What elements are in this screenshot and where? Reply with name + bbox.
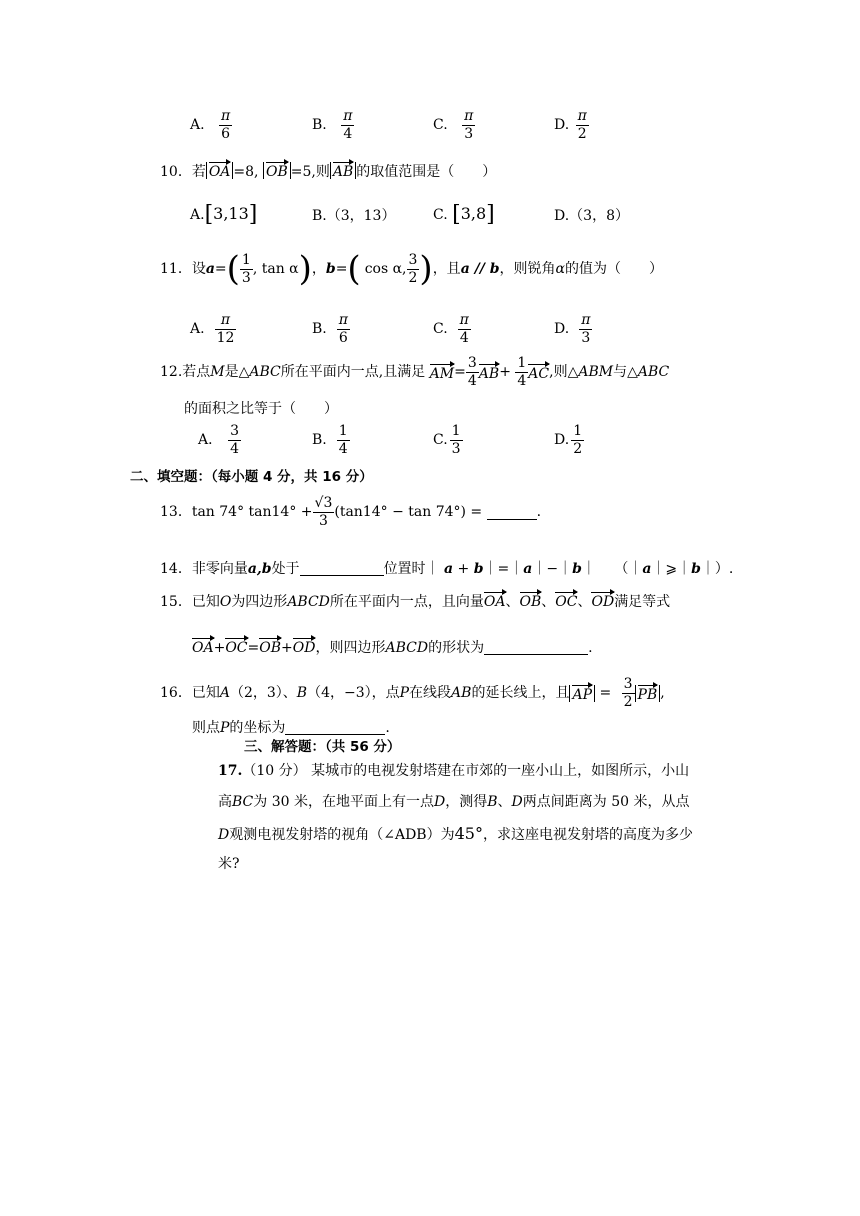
q11-frac-three-halves: $\frac{3}{2}$ bbox=[408, 251, 418, 286]
q9-option-d: D. $\frac{\pi}{2}$ bbox=[554, 108, 587, 142]
q9-frac-c: $\frac{\pi}{3}$ bbox=[464, 108, 474, 142]
q17-line4: 米? bbox=[218, 856, 240, 872]
q9-frac-d: $\frac{\pi}{2}$ bbox=[577, 108, 587, 142]
q12-option-d: D. $\frac{1}{2}$ bbox=[554, 423, 583, 457]
q15-answer-blank[interactable] bbox=[484, 640, 588, 655]
q16-norm-pb: PB bbox=[635, 685, 661, 702]
q10-option-a: A.[3,13] bbox=[190, 202, 258, 227]
q15-line2: OA+OC=OB+OD，则四边形ABCD的形状为 . bbox=[192, 640, 593, 656]
question-10: 10．若 OA =8, OB =5,则 AB 的取值范围是（ ） bbox=[160, 164, 497, 180]
q12-option-c: C. $\frac{1}{3}$ bbox=[433, 423, 461, 457]
q16-answer-blank[interactable] bbox=[285, 720, 385, 735]
question-13: 13．tan 74° tan14° + $\frac{√3}{3}$ (tan14° − tan 74°) = . bbox=[160, 495, 542, 529]
q10-option-d: D.（3，8） bbox=[554, 208, 629, 224]
section-3-heading: 三、解答题：（共 56 分） bbox=[244, 739, 401, 755]
q9-option-b: B. $\frac{\pi}{4}$ bbox=[312, 108, 353, 142]
q13-frac-sqrt3-over-3: $\frac{√3}{3}$ bbox=[314, 495, 333, 529]
q10-norm-ab: AB bbox=[330, 162, 356, 179]
q10-option-b: B.（3，13） bbox=[312, 208, 396, 224]
q9-frac-a: $\frac{\pi}{6}$ bbox=[221, 108, 231, 142]
q11-option-a: A. $\frac{\pi}{12}$ bbox=[190, 312, 235, 346]
q10-norm-ob: OB bbox=[263, 162, 291, 179]
q11-option-b: B. $\frac{\pi}{6}$ bbox=[312, 312, 348, 346]
section-2-heading: 二、填空题：（每小题 4 分，共 16 分） bbox=[130, 469, 373, 485]
q9-option-c: C. $\frac{\pi}{3}$ bbox=[433, 108, 474, 142]
q12-option-a: A． $\frac{3}{4}$ bbox=[198, 423, 240, 457]
q10-norm-oa: OA bbox=[206, 162, 234, 179]
q14-answer-blank[interactable] bbox=[300, 561, 384, 576]
question-11: 11．设a=( $\frac{1}{3}$ , tan α)，b=( cos α, $\frac{3}{2}$ )，且a // b，则锐角α的值为（ ） bbox=[160, 249, 663, 289]
q11-frac-one-third: $\frac{1}{3}$ bbox=[241, 251, 251, 286]
q11-option-c: C. $\frac{\pi}{4}$ bbox=[433, 312, 469, 346]
question-14: 14．非零向量a,b处于 位置时｜ a + b｜=｜a｜−｜b｜ （｜a｜⩾｜b｜）. bbox=[160, 561, 734, 577]
question-16: 16．已知A（2，3）、B（4，−3），点P在线段AB的延长线上，且 AP = $\frac{3}{2}$ PB , bbox=[160, 676, 665, 710]
q16-norm-ap: AP bbox=[569, 685, 595, 702]
q9-frac-b: $\frac{\pi}{4}$ bbox=[343, 108, 353, 142]
q11-option-d: D. $\frac{\pi}{3}$ bbox=[554, 312, 591, 346]
q17-line3: D观测电视发射塔的视角（∠ADB）为45°，求这座电视发射塔的高度为多少 bbox=[218, 824, 693, 843]
q9-option-a: A. $\frac{\pi}{6}$ bbox=[190, 108, 231, 142]
question-17: 17.（10 分） 某城市的电视发射塔建在市郊的一座小山上，如图所示，小山 bbox=[218, 763, 690, 779]
q10-option-c: C. [3,8] bbox=[433, 202, 495, 227]
q17-line2: 高BC为 30 米，在地平面上有一点D，测得B、D两点间距离为 50 米，从点 bbox=[218, 794, 690, 810]
question-15: 15．已知O为四边形ABCD所在平面内一点，且向量OA、OB、OC、OD满足等式 bbox=[160, 594, 671, 610]
question-12: 12.若点M是△ABC所在平面内一点,且满足 AM= $\frac{3}{4}$ AB+ $\frac{1}{4}$ AC,则△ABM与△ABC bbox=[160, 355, 670, 389]
q13-answer-blank[interactable] bbox=[487, 505, 537, 520]
q16-line2: 则点P的坐标为 . bbox=[192, 720, 390, 736]
q12-line2: 的面积之比等于（ ） bbox=[184, 401, 338, 417]
q12-option-b: B. $\frac{1}{4}$ bbox=[312, 423, 348, 457]
